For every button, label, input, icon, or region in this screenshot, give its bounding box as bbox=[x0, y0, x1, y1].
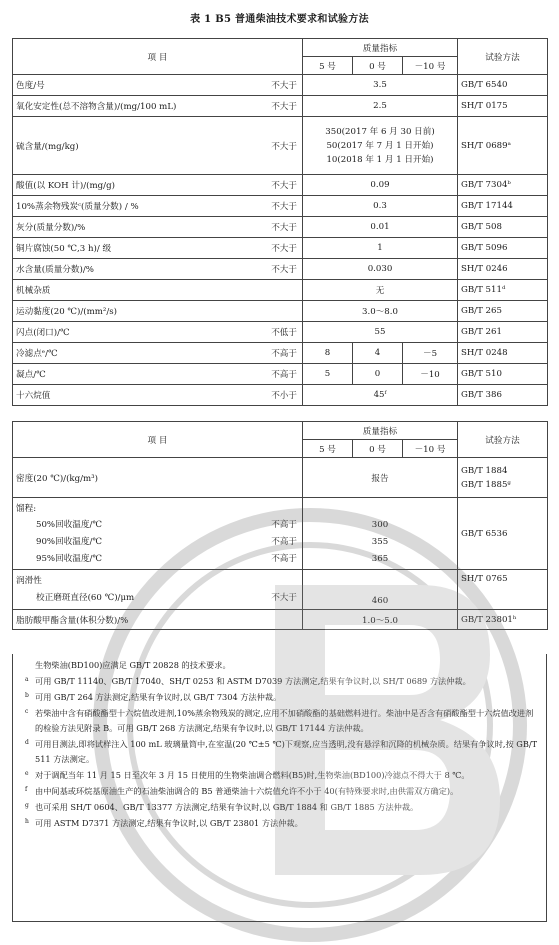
table-row bbox=[13, 117, 548, 175]
test-method: GB/T 23801ʰ bbox=[458, 610, 548, 630]
item-cell: 水含量(质量分数)/% 不大于 bbox=[13, 259, 303, 280]
footnote: c 若柴油中含有硝酸酯型十六烷值改进剂,10%蒸余物残炭的测定,应用不加硝酸酯的基础燃料进行。柴油中是否含有硝酸酯型十六烷值改进剂的检验方法见附录 B。可用 GB/T 268 方法测定,结果有争议时,以 GB/T 17144 方法仲裁。 bbox=[25, 708, 534, 733]
item-name: 脂肪酸甲酯含量(体积分数)/% bbox=[13, 610, 303, 630]
item-name: 馏程: bbox=[16, 504, 37, 514]
table-row bbox=[13, 217, 548, 238]
test-method: GB/T 7304ᵇ bbox=[458, 175, 548, 196]
test-method: GB/T 510 bbox=[458, 364, 548, 385]
test-method: GB/T 6536 bbox=[458, 498, 548, 570]
test-method: GB/T 386 bbox=[458, 385, 548, 406]
header-grade-minus10: －10 号 bbox=[403, 440, 458, 458]
lubricity-item: 润滑性 校正磨斑直径(60 ℃)/μm 不大于 bbox=[13, 570, 303, 610]
item-cell: 氧化安定性(总不溶物含量)/(mg/100 mL) 不大于 bbox=[13, 96, 303, 117]
spec-values: 300 355 365 bbox=[303, 498, 458, 570]
table-row bbox=[13, 385, 548, 406]
header-item: 项 目 bbox=[13, 39, 303, 75]
item-cell: 色度/号 不大于 bbox=[13, 75, 303, 96]
test-method: GB/T 511ᵈ bbox=[458, 280, 548, 301]
footnote: h 可用 ASTM D7371 方法测定,结果有争议时,以 GB/T 23801 方法仲裁。 bbox=[25, 818, 303, 828]
footnote: e 对于调配当年 11 月 15 日至次年 3 月 15 日使用的生物柴油调合燃料(B5)时,生物柴油(BD100)冷滤点不得大于 8 ℃。 bbox=[25, 770, 470, 780]
header-grade-minus10: －10 号 bbox=[403, 57, 458, 75]
item-cell: 凝点/℃ 不高于 bbox=[13, 364, 303, 385]
item-cell: 酸值(以 KOH 计)/(mg/g) 不大于 bbox=[13, 175, 303, 196]
header-grade-5: 5 号 bbox=[303, 440, 353, 458]
footnote: b 可用 GB/T 264 方法测定,结果有争议时,以 GB/T 7304 方法仲裁。 bbox=[25, 692, 282, 702]
spec-value: 350(2017 年 6 月 30 日前) 50(2017 年 7 月 1 日开始) 10(2018 年 1 月 1 日开始) bbox=[303, 117, 458, 175]
table-row bbox=[13, 458, 548, 498]
test-method: GB/T 5096 bbox=[458, 238, 548, 259]
table-row bbox=[13, 364, 548, 385]
spec-value: 3.5 bbox=[303, 75, 458, 96]
table-row bbox=[13, 343, 548, 364]
spec-value: 2.5 bbox=[303, 96, 458, 117]
spec-value: 3.0～8.0 bbox=[303, 301, 458, 322]
item-cell: 闪点(闭口)/℃ 不低于 bbox=[13, 322, 303, 343]
spec-value: 0.09 bbox=[303, 175, 458, 196]
spec-value: 0.01 bbox=[303, 217, 458, 238]
header-method: 试验方法 bbox=[458, 39, 548, 75]
test-method: SH/T 0765 bbox=[458, 570, 548, 610]
test-method: GB/T 17144 bbox=[458, 196, 548, 217]
table-row bbox=[13, 238, 548, 259]
footnotes bbox=[12, 654, 547, 922]
item-cell: 冷滤点ᵉ/℃ 不高于 bbox=[13, 343, 303, 364]
test-method: GB/T 508 bbox=[458, 217, 548, 238]
spec-value: 4 bbox=[353, 343, 403, 364]
table-row bbox=[13, 196, 548, 217]
spec-value: 5 bbox=[303, 364, 353, 385]
footnote: 生物柴油(BD100)应满足 GB/T 20828 的技术要求。 bbox=[35, 660, 231, 670]
spec-value: 1.0～5.0 bbox=[303, 610, 458, 630]
distillation-items: 馏程: 50%回收温度/℃ 不高于 90%回收温度/℃ 不高于 95%回收温度/℃ 不高于 bbox=[13, 498, 303, 570]
spec-table-1 bbox=[12, 38, 548, 406]
item-cell: 十六烷值 不小于 bbox=[13, 385, 303, 406]
item-cell: 10%蒸余物残炭ᶜ(质量分数) / % 不大于 bbox=[13, 196, 303, 217]
table-row bbox=[13, 610, 548, 630]
test-method: GB/T 261 bbox=[458, 322, 548, 343]
test-method: SH/T 0246 bbox=[458, 259, 548, 280]
spec-value: 8 bbox=[303, 343, 353, 364]
table-row bbox=[13, 498, 548, 570]
table-title: 表 1 B5 普通柴油技术要求和试验方法 bbox=[190, 14, 369, 25]
spec-value: 1 bbox=[303, 238, 458, 259]
table-row bbox=[13, 75, 548, 96]
header-method: 试验方法 bbox=[458, 422, 548, 458]
test-method: GB/T 265 bbox=[458, 301, 548, 322]
spec-value: 报告 bbox=[303, 458, 458, 498]
test-method: GB/T 6540 bbox=[458, 75, 548, 96]
test-method: SH/T 0689ᵃ bbox=[458, 117, 548, 175]
test-method: GB/T 1884 GB/T 1885ᵍ bbox=[458, 458, 548, 498]
item-cell: 运动黏度(20 ℃)/(mm²/s) bbox=[13, 301, 303, 322]
footnote: d 可用目测法,即将试样注入 100 mL 玻璃量筒中,在室温(20 ℃±5 ℃)下观察,应当透明,没有悬浮和沉降的机械杂质。结果有争议时,按 GB/T 511 方法测定。 bbox=[25, 739, 538, 764]
item-cell: 灰分(质量分数)/% 不大于 bbox=[13, 217, 303, 238]
spec-value: 55 bbox=[303, 322, 458, 343]
table-row bbox=[13, 322, 548, 343]
spec-value: －10 bbox=[403, 364, 458, 385]
spec-value: 0.030 bbox=[303, 259, 458, 280]
item-cell: 硫含量/(mg/kg) 不大于 bbox=[13, 117, 303, 175]
footnote: g 也可采用 SH/T 0604、GB/T 13377 方法测定,结果有争议时,以 GB/T 1884 和 GB/T 1885 方法仲裁。 bbox=[25, 802, 419, 812]
table-row bbox=[13, 280, 548, 301]
item-name: 密度(20 ℃)/(kg/m³) bbox=[13, 458, 303, 498]
table-row bbox=[13, 175, 548, 196]
footnote: f 由中间基或环烷基原油生产的石油柴油调合的 B5 普通柴油十六烷值允许不小于 40(有特殊要求时,由供需双方确定)。 bbox=[25, 786, 459, 796]
spec-value: －5 bbox=[403, 343, 458, 364]
header-grade-0: 0 号 bbox=[353, 440, 403, 458]
header-grade-5: 5 号 bbox=[303, 57, 353, 75]
header-quality: 质量指标 bbox=[303, 39, 458, 57]
spec-value: 0.3 bbox=[303, 196, 458, 217]
spec-value: 45ᶠ bbox=[303, 385, 458, 406]
spec-value: 460 bbox=[303, 570, 458, 610]
item-cell: 机械杂质 bbox=[13, 280, 303, 301]
footnote: a 可用 GB/T 11140、GB/T 17040、SH/T 0253 和 ASTM D7039 方法测定,结果有争议时,以 SH/T 0689 方法仲裁。 bbox=[25, 676, 471, 686]
spec-value: 无 bbox=[303, 280, 458, 301]
test-method: SH/T 0175 bbox=[458, 96, 548, 117]
spec-value: 0 bbox=[353, 364, 403, 385]
header-quality: 质量指标 bbox=[303, 422, 458, 440]
table-row bbox=[13, 570, 548, 610]
header-grade-0: 0 号 bbox=[353, 57, 403, 75]
table-row bbox=[13, 96, 548, 117]
header-item: 项 目 bbox=[13, 422, 303, 458]
spec-table-2 bbox=[12, 421, 548, 630]
item-cell: 铜片腐蚀(50 ℃,3 h)/ 级 不大于 bbox=[13, 238, 303, 259]
test-method: SH/T 0248 bbox=[458, 343, 548, 364]
table-row bbox=[13, 259, 548, 280]
table-row bbox=[13, 301, 548, 322]
